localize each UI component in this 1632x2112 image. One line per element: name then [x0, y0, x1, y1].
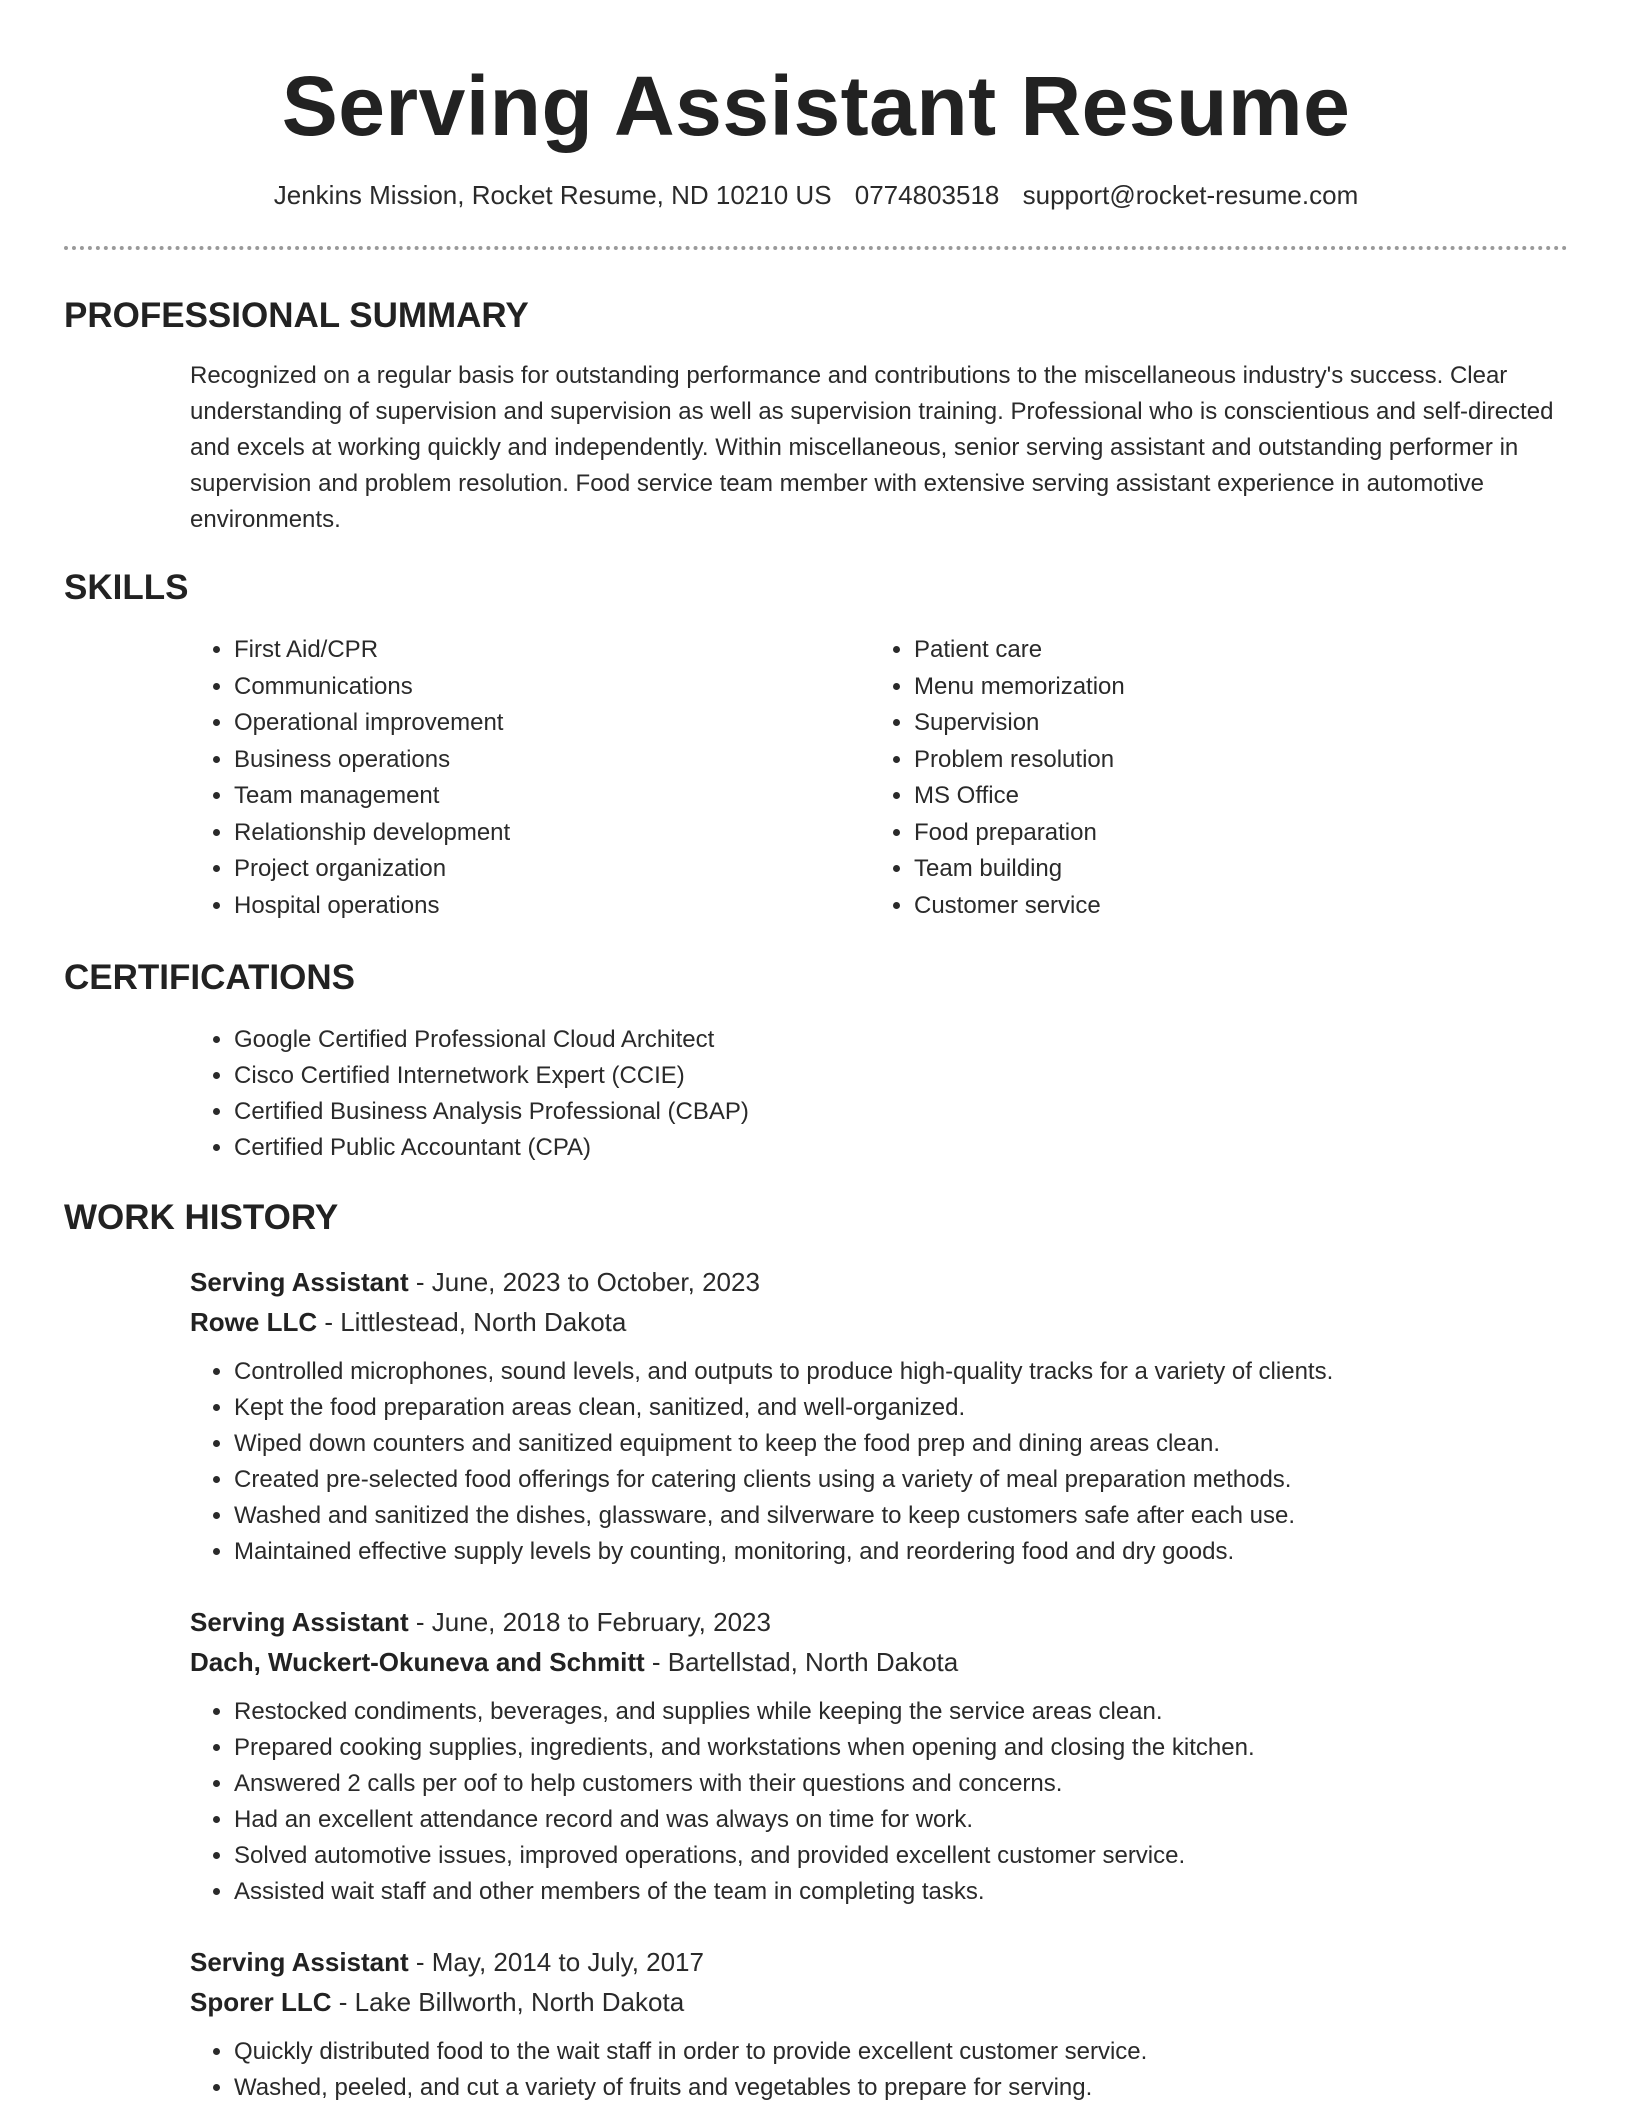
skill-item: • Patient care — [914, 632, 1125, 669]
job-duty-item: • Solved automotive issues, improved operations, and provided excellent customer service. — [234, 1838, 1568, 1874]
job-company: Sporer LLC — [190, 1987, 332, 2017]
job-location: - Littlestead, North Dakota — [317, 1307, 627, 1337]
job-company-line — [190, 1982, 1568, 2022]
contact-line — [64, 178, 1568, 212]
contact-address: Jenkins Mission, Rocket Resume, ND 10210 US — [273, 180, 832, 210]
certification-item: • Cisco Certified Internetwork Expert (CCIE) — [234, 1058, 1568, 1094]
certification-item: • Certified Public Accountant (CPA) — [234, 1130, 1568, 1166]
skill-item: • Food preparation — [914, 815, 1125, 852]
page-title: Serving Assistant Resume — [281, 59, 1351, 153]
job-title: Serving Assistant — [190, 1947, 409, 1977]
skill-item: • Team management — [234, 778, 870, 815]
job-title-line — [190, 1262, 1568, 1302]
header-divider — [64, 246, 1568, 250]
job-entry — [190, 1602, 1568, 1910]
skill-item: • Hospital operations — [234, 888, 870, 925]
summary-text: Recognized on a regular basis for outstanding performance and contributions to the miscellaneous industry's success. Clear understanding of supervision and supervision as well as supervision training. Professional who is conscientious and self-directed and excels at working quickly and independently. Within miscellaneous, senior serving assistant and outstanding performer in supervision and problem resolution. Food service team member with extensive serving assistant experience in automotive environments. — [190, 362, 1554, 533]
skill-item: • Supervision — [914, 705, 1125, 742]
job-location: - Bartellstad, North Dakota — [644, 1647, 959, 1677]
skill-item: • Relationship development — [234, 815, 870, 852]
job-duty-item: • Quickly distributed food to the wait staff in order to provide excellent customer service. — [234, 2034, 1568, 2070]
job-duty-item: • Controlled microphones, sound levels, and outputs to produce high-quality tracks for a variety of clients. — [234, 1354, 1568, 1390]
job-duty-item: • Maintained effective supply levels by counting, monitoring, and reordering food and dry goods. — [234, 1534, 1568, 1570]
skills-column-right — [870, 632, 1125, 924]
certifications-list — [190, 1022, 1568, 1166]
job-company-line — [190, 1302, 1568, 1342]
certification-item: • Google Certified Professional Cloud Architect — [234, 1022, 1568, 1058]
skill-item: • MS Office — [914, 778, 1125, 815]
job-location: - Lake Billworth, North Dakota — [331, 1987, 685, 2017]
job-company: Rowe LLC — [190, 1307, 318, 1337]
job-dates: - June, 2018 to February, 2023 — [408, 1607, 771, 1637]
job-duty-item: • Wiped down counters and sanitized equipment to keep the food prep and dining areas clean. — [234, 1426, 1568, 1462]
job-company-line — [190, 1642, 1568, 1682]
job-company: Dach, Wuckert-Okuneva and Schmitt — [190, 1647, 645, 1677]
summary-heading: PROFESSIONAL SUMMARY — [64, 296, 529, 335]
skills-column-left — [190, 632, 870, 924]
job-duty-item: • Washed, peeled, and cut a variety of fruits and vegetables to prepare for serving. — [234, 2070, 1568, 2106]
job-duty-item: • Washed and sanitized the dishes, glassware, and silverware to keep customers safe after each use. — [234, 1498, 1568, 1534]
skill-item: • Problem resolution — [914, 742, 1125, 779]
contact-phone: 0774803518 — [854, 180, 1000, 210]
skills-list — [190, 632, 1568, 924]
job-duty-item: • Assisted wait staff and other members of the team in completing tasks. — [234, 1874, 1568, 1910]
skill-item: • Communications — [234, 669, 870, 706]
skill-item: • First Aid/CPR — [234, 632, 870, 669]
job-duty-item: • Had an excellent attendance record and was always on time for work. — [234, 1802, 1568, 1838]
skill-item: • Team building — [914, 851, 1125, 888]
job-duty-item: • Created pre-selected food offerings for catering clients using a variety of meal preparation methods. — [234, 1462, 1568, 1498]
job-dates: - May, 2014 to July, 2017 — [408, 1947, 704, 1977]
skills-heading: SKILLS — [64, 568, 189, 607]
skill-item: • Business operations — [234, 742, 870, 779]
job-duty-item: • Prepared cooking supplies, ingredients, and workstations when opening and closing the kitchen. — [234, 1730, 1568, 1766]
job-duties — [190, 1354, 1568, 1570]
job-title: Serving Assistant — [190, 1607, 409, 1637]
job-duty-item: • Kept the food preparation areas clean, sanitized, and well-organized. — [234, 1390, 1568, 1426]
job-entry — [190, 1942, 1568, 2106]
job-duties — [190, 1694, 1568, 1910]
job-title-line — [190, 1942, 1568, 1982]
skill-item: • Menu memorization — [914, 669, 1125, 706]
skill-item: • Customer service — [914, 888, 1125, 925]
certification-item: • Certified Business Analysis Professional (CBAP) — [234, 1094, 1568, 1130]
skill-item: • Operational improvement — [234, 705, 870, 742]
contact-email: support@rocket-resume.com — [1022, 180, 1359, 210]
skill-item: • Project organization — [234, 851, 870, 888]
job-duty-item: • Answered 2 calls per oof to help customers with their questions and concerns. — [234, 1766, 1568, 1802]
job-dates: - June, 2023 to October, 2023 — [408, 1267, 760, 1297]
work-history-heading: WORK HISTORY — [64, 1198, 339, 1237]
job-duty-item: • Restocked condiments, beverages, and supplies while keeping the service areas clean. — [234, 1694, 1568, 1730]
job-title-line — [190, 1602, 1568, 1642]
certifications-heading: CERTIFICATIONS — [64, 958, 356, 997]
work-history-list — [64, 1262, 1568, 2106]
job-duties — [190, 2034, 1568, 2106]
job-title: Serving Assistant — [190, 1267, 409, 1297]
job-entry — [190, 1262, 1568, 1570]
